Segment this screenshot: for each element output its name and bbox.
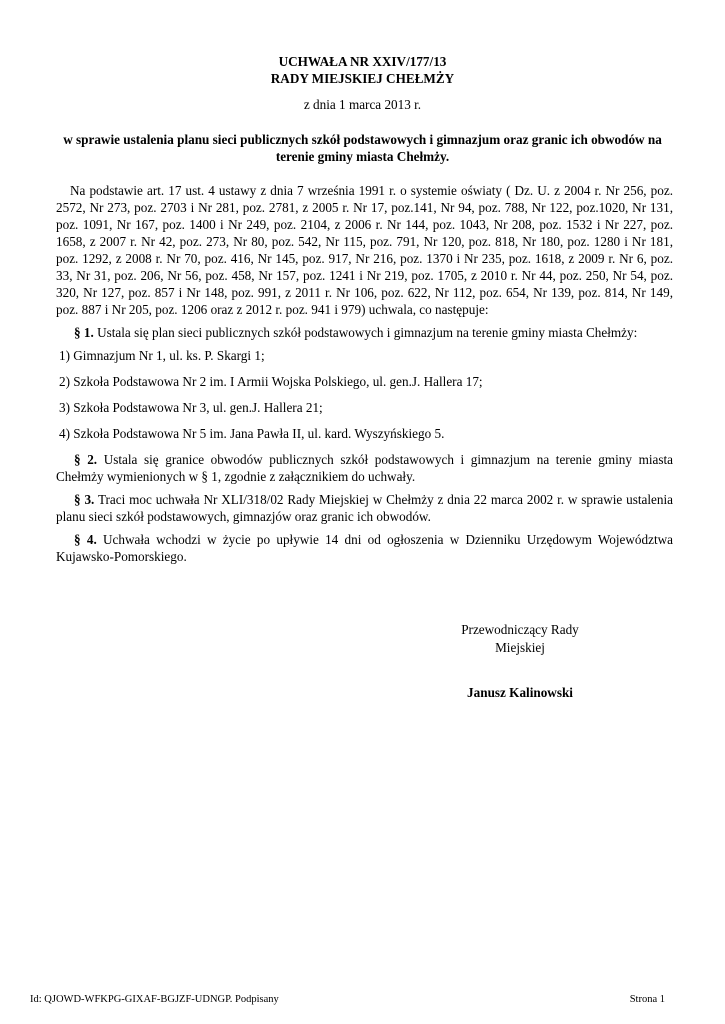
- list-item: 1) Gimnazjum Nr 1, ul. ks. P. Skargi 1;: [59, 348, 265, 363]
- list-item: 2) Szkoła Podstawowa Nr 2 im. I Armii Wojska Polskiego, ul. gen.J. Hallera 17;: [59, 374, 483, 389]
- signatory-name: Janusz Kalinowski: [467, 685, 573, 700]
- resolution-date: z dnia 1 marca 2013 r.: [303, 97, 422, 112]
- resolution-body: [56, 182, 673, 571]
- document-id: Id: QJOWD-WFKPG-GIXAF-BGJZF-UDNGP. Podpisany: [30, 994, 279, 1005]
- signatory-role-line2: Miejskiej: [495, 640, 545, 655]
- section-2: [56, 451, 673, 485]
- section-1: [56, 324, 673, 341]
- section-3-text: Traci moc uchwała Nr XLI/318/02 Rady Miejskiej w Chełmży z dnia 22 marca 2002 r. w sprawie ustalenia planu sieci szkół podstawowych, gimnazjów oraz granic ich obwodów.: [56, 492, 674, 524]
- section-2-text: Ustala się granice obwodów publicznych szkół podstawowych i gimnazjum na terenie gminy miasta Chełmży wymienionych w § 1, zgodnie z załącznikiem do uchwały.: [56, 452, 673, 484]
- section-1-text: Ustala się plan sieci publicznych szkół podstawowych i gimnazjum na terenie gminy miasta Chełmży:: [93, 325, 638, 340]
- page-number: Strona 1: [629, 994, 665, 1005]
- section-4-text: Uchwała wchodzi w życie po upływie 14 dni od ogłoszenia w Dzienniku Urzędowym Województwa Kujawsko-Pomorskiego.: [56, 532, 674, 564]
- list-item: 3) Szkoła Podstawowa Nr 3, ul. gen.J. Hallera 21;: [59, 400, 323, 415]
- title-line-council: RADY MIEJSKIEJ CHEŁMŻY: [270, 71, 455, 86]
- resolution-subject: w sprawie ustalenia planu sieci publicznych szkół podstawowych i gimnazjum oraz granic ich obwodów na terenie gminy miasta Chełmży.: [63, 132, 662, 164]
- section-2-label: § 2.: [74, 452, 98, 467]
- resolution-title: [60, 53, 665, 87]
- title-line-number: UCHWAŁA NR XXIV/177/13: [278, 54, 447, 69]
- section-4: [56, 531, 673, 565]
- section-3: [56, 491, 673, 525]
- preamble: Na podstawie art. 17 ust. 4 ustawy z dnia 7 września 1991 r. o systemie oświaty ( Dz. U. z 2004 r. Nr 256, poz. 2572, Nr 273, poz. 2703 i Nr 281, poz. 2781, z 2005 r. Nr 17, poz.141, Nr 94, poz. 788, Nr 122, poz.1020, Nr 131, poz. 1091, Nr 167, poz. 1400 i Nr 249, poz. 2104, z 2006 r. Nr 144, poz. 1043, Nr 208, poz. 1532 i Nr 227, poz. 1658, z 2007 r. Nr 42, poz. 273, Nr 80, poz. 542, Nr 115, poz. 791, Nr 120, poz. 818, Nr 180, poz. 1280 i Nr 181, poz. 1292, z 2008 r. Nr 70, poz. 416, Nr 145, poz. 917, Nr 216, poz. 1370 i Nr 235, poz. 1618, z 2009 r. Nr 6, poz. 33, Nr 31, poz. 206, Nr 56, poz. 458, Nr 157, poz. 1241 i Nr 219, poz. 1705, z 2010 r. Nr 44, poz. 250, Nr 54, poz. 320, Nr 127, poz. 857 i Nr 148, poz. 991, z 2011 r. Nr 106, poz. 622, Nr 112, poz. 654, Nr 139, poz. 814, Nr 149, poz. 887 i Nr 205, poz. 1206 oraz z 2012 r. poz. 941 i 979) uchwala, co następuje:: [56, 183, 673, 317]
- section-1-label: § 1.: [74, 325, 94, 340]
- list-item: 4) Szkoła Podstawowa Nr 5 im. Jana Pawła II, ul. kard. Wyszyńskiego 5.: [59, 426, 445, 441]
- section-3-label: § 3.: [74, 492, 95, 507]
- section-4-label: § 4.: [74, 532, 97, 547]
- signature-block: [450, 621, 590, 701]
- signatory-role-line1: Przewodniczący Rady: [461, 622, 579, 637]
